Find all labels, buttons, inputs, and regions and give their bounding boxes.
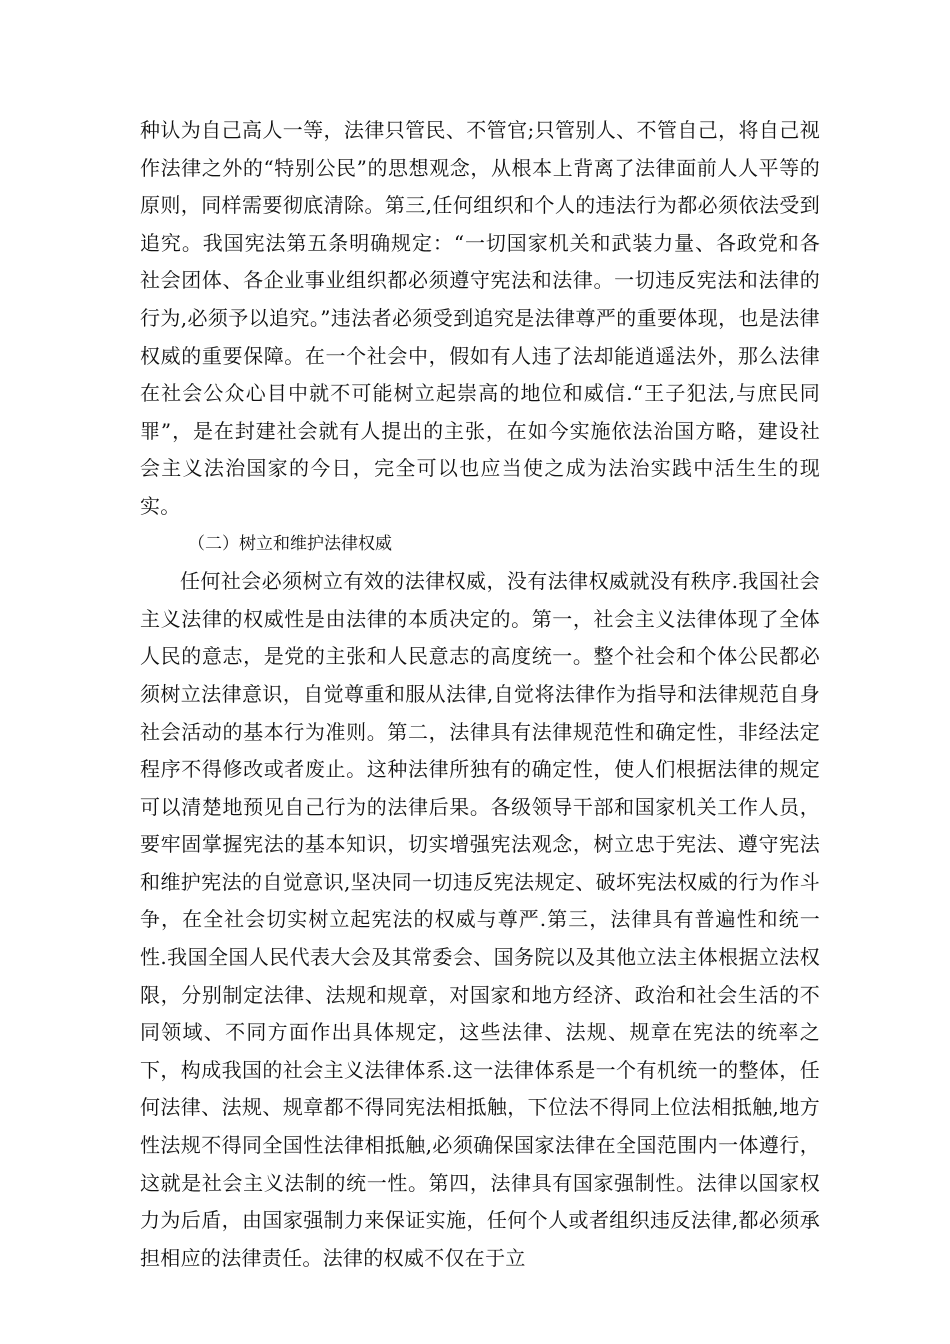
paragraph-body: 任何社会必须树立有效的法律权威，没有法律权威就没有秩序.我国社会主义法律的权威性是由法律的本质决定的。第一，社会主义法律体现了全体人民的意志，是党的主张和人民意志的高度统一。整个社会和个体公民都必须树立法律意识，自觉尊重和服从法律,自觉将法律作为指导和法律规范自身社会活动的基本行为准则。第二，法律具有法律规范性和确定性，非经法定程序不得修改或者废止。这种法律所独有的确定性，使人们根据法律的规定可以清楚地预见自己行为的法律后果。各级领导干部和国家机关工作人员，要牢固掌握宪法的基本知识，切实增强宪法观念，树立忠于宪法、遵守宪法和维护宪法的自觉意识,坚决同一切违反宪法规定、破坏宪法权威的行为作斗争，在全社会切实树立起宪法的权威与尊严.第三，法律具有普遍性和统一性.我国全国人民代表大会及其常委会、国务院以及其他立法主体根据立法权限，分别制定法律、法规和规章，对国家和地方经济、政治和社会生活的不同领域、不同方面作出具体规定，这些法律、法规、规章在宪法的统率之下，构成我国的社会主义法律体系.这一法律体系是一个有机统一的整体，任何法律、法规、规章都不得同宪法相抵触，下位法不得同上位法相抵触,地方性法规不得同全国性法律相抵触,必须确保国家法律在全国范围内一体遵行，这就是社会主义法制的统一性。第四，法律具有国家强制性。法律以国家权力为后盾，由国家强制力来保证实施，任何个人或者组织违反法律,都必须承担相应的法律责任。法律的权威不仅在于立 <box>140 569 820 1270</box>
paragraph-continuation: 种认为自己高人一等，法律只管民、不管官;只管别人、不管自己，将自己视作法律之外的“特别公民”的思想观念，从根本上背离了法律面前人人平等的原则，同样需要彻底清除。第三,任何组织和个人的违法行为都必须依法受到追究。我国宪法第五条明确规定：“一切国家机关和武装力量、各政党和各社会团体、各企业事业组织都必须遵守宪法和法律。一切违反宪法和法律的行为,必须予以追究。”违法者必须受到追究是法律尊严的重要体现，也是法律权威的重要保障。在一个社会中，假如有人违了法却能逍遥法外，那么法律在社会公众心目中就不可能树立起崇高的地位和威信.“王子犯法,与庶民同罪”，是在封建社会就有人提出的主张，在如今实施依法治国方略，建设社会主义法治国家的今日，完全可以也应当使之成为法治实践中活生生的现实。 <box>140 118 820 518</box>
section-heading: （二）树立和维护法律权威 <box>188 533 392 554</box>
document-page <box>140 112 820 1277</box>
